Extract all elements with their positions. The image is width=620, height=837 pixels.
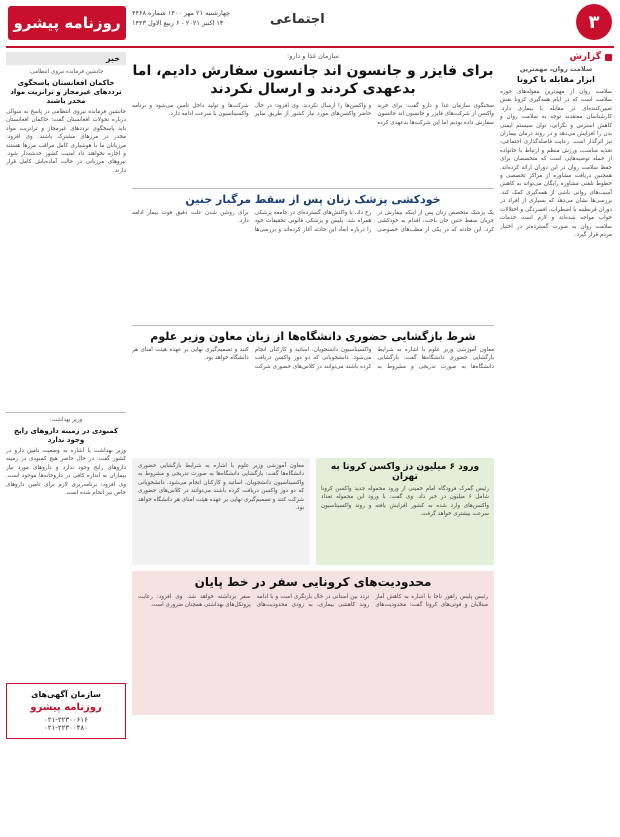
- news-2-body: وزیر بهداشت با اشاره به وضعیت تامین دارو در کشور گفت: در حال حاضر هیچ کمبودی در زمینه داروهای رایج وجود ندارد و داروهای مورد نیاز بیماران به اندازه کافی در داروخانه‌ها موجود است. وی افزود: برنامه‌ریزی لازم برای تامین داروهای خاص نیز انجام شده است.: [6, 448, 126, 497]
- story-5-body: رئیس پلیس راهور ناجا با اشاره به کاهش آمار مبتلایان و فوتی‌های کرونا گفت: محدودیت‌های تردد بین استانی در حال بازنگری است و با ادامه روند کاهشی بیماری، به زودی محدودیت‌های سفر برداشته خواهد شد. وی افزود: رعایت پروتکل‌های بهداشتی همچنان ضروری است.: [138, 594, 488, 609]
- report-tag: [500, 52, 612, 62]
- news-2-kicker: وزیر بهداشت:: [49, 417, 83, 423]
- story-5-headline: محدودیت‌های کرونایی سفر در خط پایان: [194, 575, 432, 589]
- health-news-box: [132, 458, 310, 565]
- news-1-body: جانشین فرمانده نیروی انتظامی در پاسخ به سوالی درباره تحولات افغانستان گفت: حاکمان افغانستان باید پاسخگوی ترددهای غیرمجاز و ترانزیت مواد مخدر در مرزهای مشترک باشند. وی افزود: مرزبانان ما با هوشیاری کامل مراقب مرزها هستند و اجازه نخواهند داد امنیت کشور خدشه‌دار شود. نیروهای مرزبانی در حالت آماده‌باش کامل قرار دارند.: [6, 109, 126, 174]
- story-3-headline: شرط بازگشایی حضوری دانشگاه‌ها از زبان معاون وزیر علوم: [150, 330, 476, 343]
- ad-phone-2: ۰۲۱-۲۲۳۰۰۴۸۰: [44, 724, 88, 732]
- report-column: [500, 52, 612, 831]
- news-header: خبر: [6, 52, 126, 65]
- main-story-kicker: سازمان غذا و دارو:: [287, 52, 339, 60]
- ad-org: سازمان آگهی‌های: [31, 690, 101, 699]
- story-4-body: رئیس گمرک فرودگاه امام خمینی از ورود محموله جدید واکسن کرونا شامل ۶ میلیون دز خبر داد. وی گفت: با ورود این محموله تعداد واکسن‌های وارد شده به کشور افزایش یافته و روند واکسیناسیون سرعت بیشتری خواهد گرفت.: [321, 486, 489, 518]
- divider: [132, 188, 494, 189]
- ad-box: [6, 683, 126, 739]
- report-label: گزارش: [569, 52, 601, 62]
- story-2-body: یک پزشک متخصص زنان پس از اینکه بیمارش در جریان سقط جنین جان باخت، اقدام به خودکشی کرد. این حادثه که در یکی از مطب‌های خصوصی رخ داد، با واکنش‌های گسترده‌ای در جامعه پزشکی همراه شد. پلیس و پزشکی قانونی تحقیقات خود را درباره ابعاد این حادثه آغاز کرده‌اند و بررسی‌ها برای روشن شدن علت دقیق فوت بیمار ادامه دارد.: [132, 210, 494, 233]
- news-2-title: کمبودی در زمینه داروهای رایج وجود ندارد: [13, 427, 119, 444]
- date-line-other: ۱۳ اکتبر ۲۰۲۱ - ۶ ربیع الاول ۱۴۴۳: [132, 19, 224, 27]
- divider: [6, 412, 126, 413]
- main-story-body: سخنگوی سازمان غذا و دارو گفت: برای خرید واکسن از شرکت‌های فایزر و جانسون اند جانسون سفارش داده بودیم اما این شرکت‌ها بدعهدی کرده و واکسن‌ها را ارسال نکردند. وی افزود: در حال حاضر واکسن‌های مورد نیاز کشور از طریق سایر شرکت‌ها و تولید داخل تامین می‌شود و برنامه واکسیناسیون با سرعت ادامه دارد.: [132, 103, 494, 126]
- ad-brand: روزنامه پیشرو: [30, 702, 102, 713]
- story-2-headline: خودکشی پزشک زنان پس از سقط مرگبار جنین: [185, 193, 441, 206]
- dateline: [132, 8, 230, 28]
- news-column: [6, 52, 126, 831]
- story-4-headline: ورود ۶ میلیون دز واکسن کرونا به تهران: [330, 462, 480, 482]
- main-story-headline: برای فایزر و جانسون اند جانسون سفارش دادیم، اما بدعهدی کردند و ارسال نکردند: [132, 63, 494, 97]
- travel-restrictions-box: [132, 571, 494, 715]
- story-3-continued: معاون آموزشی وزیر علوم با اشاره به شرایط بازگشایی حضوری دانشگاه‌ها گفت: بازگشایی دانشگاه‌ها به صورت تدریجی و مشروط به واکسیناسیون دانشجویان، اساتید و کارکنان انجام می‌شود. دانشجویانی که دو دوز واکسن دریافت کرده باشند می‌توانند در کلاس‌های حضوری شرکت کنند و تصمیم‌گیری نهایی بر عهده هیئت امنای هر دانشگاه خواهد بود.: [138, 463, 304, 512]
- newspaper-logo: روزنامه پیشرو: [8, 6, 126, 40]
- vaccine-import-box: [316, 458, 494, 565]
- news-1-kicker: جانشین فرمانده نیروی انتظامی:: [28, 69, 104, 75]
- report-kicker: سلامت روان، مهمترین: [519, 65, 593, 73]
- divider: [132, 325, 494, 326]
- story-3-body: معاون آموزشی وزیر علوم با اشاره به شرایط بازگشایی حضوری دانشگاه‌ها گفت: بازگشایی دانشگاه‌ها به صورت تدریجی و مشروط به واکسیناسیون دانشجویان، اساتید و کارکنان انجام می‌شود. دانشجویانی که دو دوز واکسن دریافت کرده باشند می‌توانند در کلاس‌های حضوری شرکت کنند و تصمیم‌گیری نهایی بر عهده هیئت امنای هر دانشگاه خواهد بود.: [132, 347, 494, 370]
- ad-phone-1: ۰۲۱-۲۲۳۰۰۶۱۶: [44, 716, 88, 724]
- section-title: اجتماعی: [270, 12, 325, 27]
- page-number-badge: ۳: [576, 4, 612, 40]
- bottom-stories: [132, 458, 494, 565]
- report-body: سلامت روان از مهم‌ترین مقوله‌های حوزه سلامت است که در ایام همه‌گیری کرونا نقش تعیین‌کننده‌ای در مقابله با بیماری دارد. کارشناسان معتقدند توجه به سلامت روان و کاهش استرس و نگرانی، توان سیستم ایمنی بدن را افزایش می‌دهد و در روند درمان بیماران نیز اثرگذار است. رعایت فاصله‌گذاری اجتماعی، تغذیه مناسب، ورزش منظم و ارتباط با خانواده از جمله توصیه‌هایی است که متخصصان برای حفظ سلامت روان در این دوران ارائه کرده‌اند. همچنین دریافت مشاوره از مراکز تخصصی و خطوط تلفنی مشاوره رایگان می‌تواند به کاهش آسیب‌های روانی ناشی از همه‌گیری کمک کند. بررسی‌ها نشان می‌دهد که بسیاری از افراد در دوران قرنطینه با اضطراب، افسردگی و اختلالات خواب مواجه شده‌اند و لازم است خدمات سلامت روان به صورت گسترده‌تر در اختیار مردم قرار گیرد.: [500, 89, 612, 238]
- square-bullet-icon: [605, 54, 612, 61]
- news-1-title: حاکمان افغانستان پاسخگوی ترددهای غیرمجاز و ترانزیت مواد مخدر باشند: [10, 79, 122, 105]
- masthead: [0, 0, 620, 46]
- header-rule: [6, 46, 614, 48]
- main-column: [132, 52, 494, 831]
- date-line-persian: چهارشنبه ۲۱ مهر ۱۴۰۰ شماره ۴۴۶۸: [132, 9, 231, 17]
- report-headline: ابزار مقابله با کرونا: [517, 75, 595, 84]
